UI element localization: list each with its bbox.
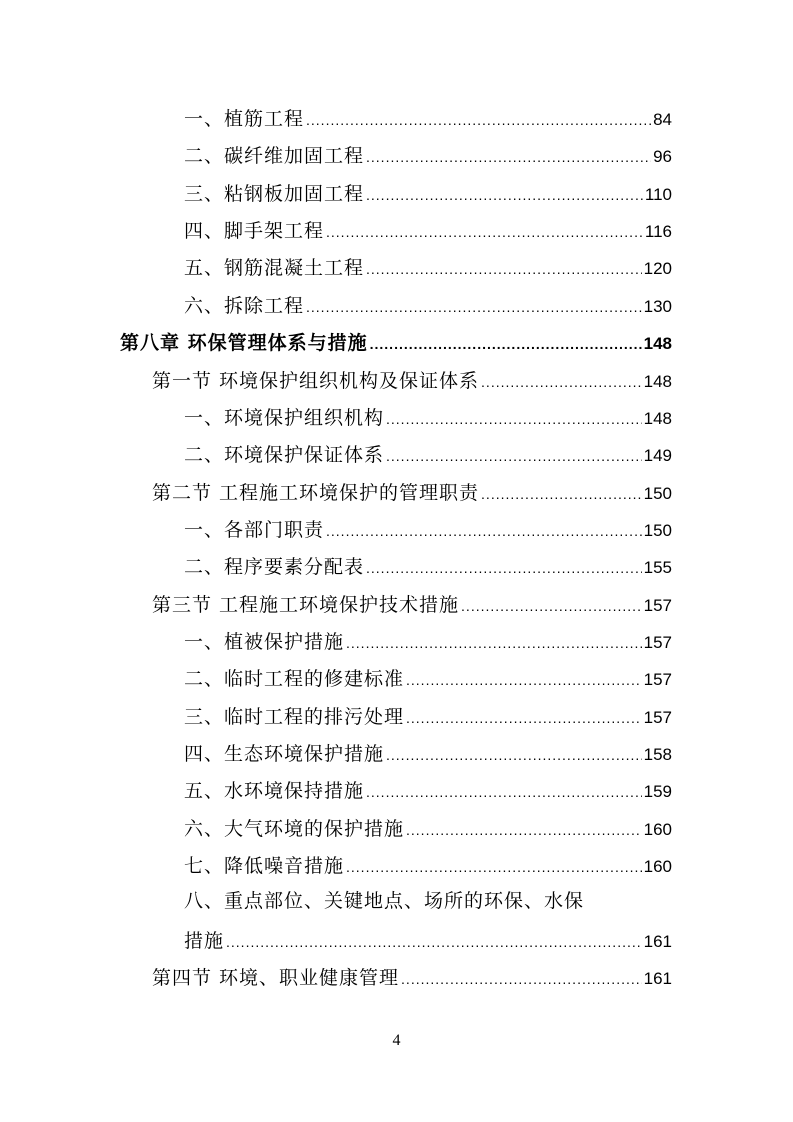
toc-entry-page: 157 bbox=[643, 708, 672, 727]
toc-entry[interactable] bbox=[184, 403, 672, 433]
toc-leader-dots bbox=[406, 665, 642, 695]
toc-entry[interactable] bbox=[184, 515, 672, 545]
toc-entry-title: 第八章 环保管理体系与措施 bbox=[120, 332, 368, 354]
toc-entry-title: 三、临时工程的排污处理 bbox=[184, 706, 405, 728]
toc-entry-title: 第一节 环境保护组织机构及保证体系 bbox=[152, 370, 480, 392]
toc-entry[interactable] bbox=[184, 814, 672, 844]
toc-leader-dots bbox=[366, 553, 642, 583]
toc-entry-title: 一、植筋工程 bbox=[184, 108, 305, 130]
toc-entry[interactable] bbox=[184, 440, 672, 470]
toc-leader-dots bbox=[346, 628, 642, 658]
toc-leader-dots bbox=[386, 404, 642, 434]
toc-leader-dots bbox=[366, 777, 642, 807]
toc-entry[interactable] bbox=[184, 141, 672, 171]
toc-leader-dots bbox=[386, 740, 642, 770]
toc-entry[interactable] bbox=[184, 776, 672, 806]
toc-leader-dots bbox=[401, 964, 642, 994]
toc-entry-title: 一、植被保护措施 bbox=[184, 631, 345, 653]
toc-entry-page: 149 bbox=[643, 446, 672, 465]
toc-entry[interactable] bbox=[184, 702, 672, 732]
toc-entry[interactable] bbox=[184, 926, 672, 956]
toc-entry-title: 二、环境保护保证体系 bbox=[184, 444, 385, 466]
toc-leader-dots bbox=[306, 105, 651, 135]
toc-entry-page: 161 bbox=[643, 969, 672, 988]
toc-entry-title: 四、生态环境保护措施 bbox=[184, 743, 385, 765]
toc-entry-page: 159 bbox=[643, 782, 672, 801]
toc-entry-title: 第四节 环境、职业健康管理 bbox=[152, 967, 400, 989]
toc-entry-page: 157 bbox=[643, 596, 672, 615]
toc-section-entry[interactable] bbox=[152, 963, 672, 993]
toc-entry[interactable] bbox=[184, 851, 672, 881]
toc-entry-page: 157 bbox=[643, 670, 672, 689]
toc-leader-dots bbox=[481, 367, 642, 397]
toc-leader-dots bbox=[326, 516, 642, 546]
toc-entry-page: 155 bbox=[643, 558, 672, 577]
toc-entry-title: 三、粘钢板加固工程 bbox=[184, 183, 365, 205]
toc-entry-title-line1[interactable]: 八、重点部位、关键地点、场所的环保、水保 bbox=[184, 890, 585, 912]
toc-entry[interactable] bbox=[184, 291, 672, 321]
toc-entry-page: 150 bbox=[643, 484, 672, 503]
toc-leader-dots bbox=[346, 852, 642, 882]
toc-leader-dots bbox=[366, 142, 651, 172]
toc-leader-dots bbox=[461, 591, 642, 621]
toc-entry-page: 161 bbox=[643, 932, 672, 951]
toc-entry-page: 96 bbox=[653, 147, 672, 166]
toc-section-entry[interactable] bbox=[152, 478, 672, 508]
toc-leader-dots bbox=[306, 292, 642, 322]
toc-entry-title: 四、脚手架工程 bbox=[184, 220, 325, 242]
toc-entry-page: 84 bbox=[653, 110, 672, 129]
toc-entry-page: 110 bbox=[644, 185, 672, 204]
page-number: 4 bbox=[392, 1032, 401, 1049]
toc-entry[interactable] bbox=[184, 627, 672, 657]
toc-entry-title: 第三节 工程施工环境保护技术措施 bbox=[152, 594, 460, 616]
toc-entry-page: 148 bbox=[643, 334, 672, 353]
toc-entry-page: 157 bbox=[643, 633, 672, 652]
toc-entry-page: 116 bbox=[644, 222, 672, 241]
toc-entry-title: 二、程序要素分配表 bbox=[184, 556, 365, 578]
toc-entry-page: 150 bbox=[643, 521, 672, 540]
toc-entry[interactable] bbox=[184, 552, 672, 582]
toc-leader-dots bbox=[406, 815, 642, 845]
toc-entry-page: 158 bbox=[643, 745, 672, 764]
toc-entry-title: 五、钢筋混凝土工程 bbox=[184, 257, 365, 279]
toc-leader-dots bbox=[226, 927, 642, 957]
toc-leader-dots bbox=[366, 180, 643, 210]
toc-entry-title-line2: 措施 bbox=[184, 930, 225, 952]
toc-entry-page: 148 bbox=[643, 372, 672, 391]
toc-entry-title: 一、环境保护组织机构 bbox=[184, 407, 385, 429]
toc-entry-title: 六、拆除工程 bbox=[184, 295, 305, 317]
toc-entry-title: 七、降低噪音措施 bbox=[184, 855, 345, 877]
toc-entry-title: 一、各部门职责 bbox=[184, 519, 325, 541]
toc-leader-dots bbox=[326, 217, 643, 247]
toc-chapter-entry[interactable] bbox=[120, 328, 672, 358]
toc-section-entry[interactable] bbox=[152, 366, 672, 396]
toc-entry-title: 五、水环境保持措施 bbox=[184, 780, 365, 802]
toc-entry[interactable] bbox=[184, 739, 672, 769]
toc-section-entry[interactable] bbox=[152, 590, 672, 620]
toc-entry[interactable] bbox=[184, 179, 672, 209]
toc-entry-page: 130 bbox=[643, 297, 672, 316]
toc-entry-title: 二、碳纤维加固工程 bbox=[184, 145, 365, 167]
toc-entry-page: 120 bbox=[643, 259, 672, 278]
toc-entry-page: 160 bbox=[643, 820, 672, 839]
toc-leader-dots bbox=[386, 441, 642, 471]
toc-entry-title: 六、大气环境的保护措施 bbox=[184, 818, 405, 840]
toc-entry[interactable] bbox=[184, 216, 672, 246]
toc-entry-page: 148 bbox=[643, 409, 672, 428]
toc-leader-dots bbox=[481, 479, 642, 509]
toc-leader-dots bbox=[366, 254, 642, 284]
toc-entry[interactable] bbox=[184, 104, 672, 134]
toc-entry[interactable] bbox=[184, 664, 672, 694]
toc-entry-title: 二、临时工程的修建标准 bbox=[184, 668, 405, 690]
toc-leader-dots bbox=[370, 329, 642, 359]
toc-entry-page: 160 bbox=[643, 857, 672, 876]
toc-entry-title: 第二节 工程施工环境保护的管理职责 bbox=[152, 482, 480, 504]
toc-entry[interactable] bbox=[184, 253, 672, 283]
toc-leader-dots bbox=[406, 703, 642, 733]
